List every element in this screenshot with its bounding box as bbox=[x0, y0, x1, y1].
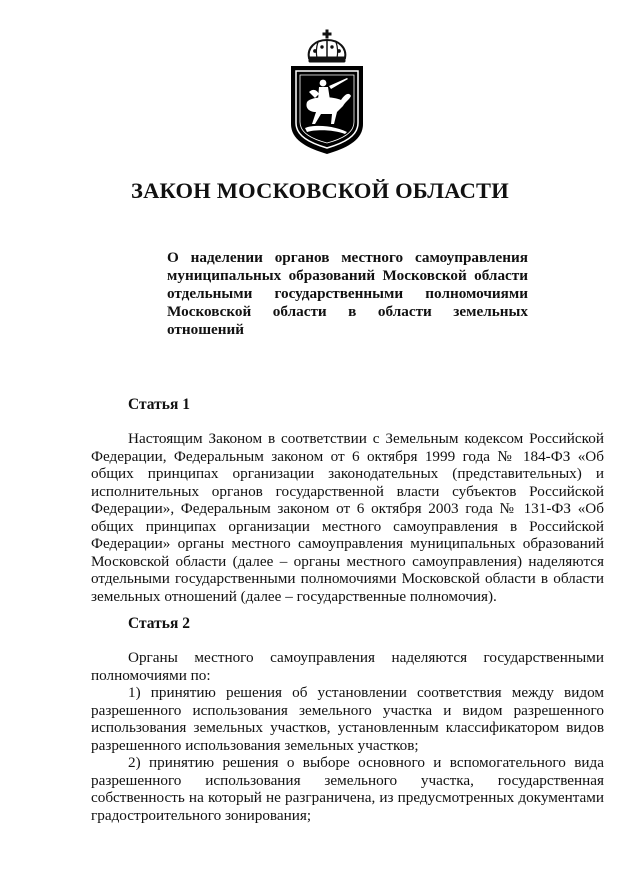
article-1-paragraph: Настоящим Законом в соответствии с Земельным кодексом Российской Федерации, Федеральным законом от 6 октября 1999 года № 184-ФЗ «Об общих принципах организации законодательных (представительных) и исполнительных органов государственной власти субъектов Российской Федерации», Федеральным законом от 6 октября 2003 года № 131-ФЗ «Об общих принципах организации местного самоуправления в Российской Федерации» органы местного самоуправления муниципальных образований Московской области (далее – органы местного самоуправления) наделяются отдельными государственными полномочиями Московской области в области земельных отношений (далее – государственные полномочия). bbox=[91, 430, 604, 605]
coat-of-arms-icon bbox=[285, 28, 369, 156]
article-2-item-2: 2) принятию решения о выборе основного и вспомогательного вида разрешенного использования земельного участка, государственная собственность на который не разграничена, из предусмотренных документами градостроительного зонирования; bbox=[91, 754, 604, 824]
article-2-item-1: 1) принятию решения об установлении соответствия между видом разрешенного использования земельного участка и видом разрешенного использования земельных участков, установленным классификатором видов разрешенного использования земельных участков; bbox=[91, 684, 604, 754]
article-2-body bbox=[91, 649, 604, 824]
article-1-heading: Статья 1 bbox=[128, 396, 190, 413]
law-subject: О наделении органов местного самоуправления муниципальных образований Московской области отдельными государственными полномочиями Московской области в области земельных отношений bbox=[167, 249, 528, 338]
crown-icon bbox=[309, 30, 346, 62]
article-2-intro: Органы местного самоуправления наделяются государственными полномочиями по: bbox=[91, 649, 604, 684]
article-2-heading: Статья 2 bbox=[128, 615, 190, 632]
article-1-body bbox=[91, 430, 604, 605]
document-title: ЗАКОН МОСКОВСКОЙ ОБЛАСТИ bbox=[131, 178, 509, 203]
